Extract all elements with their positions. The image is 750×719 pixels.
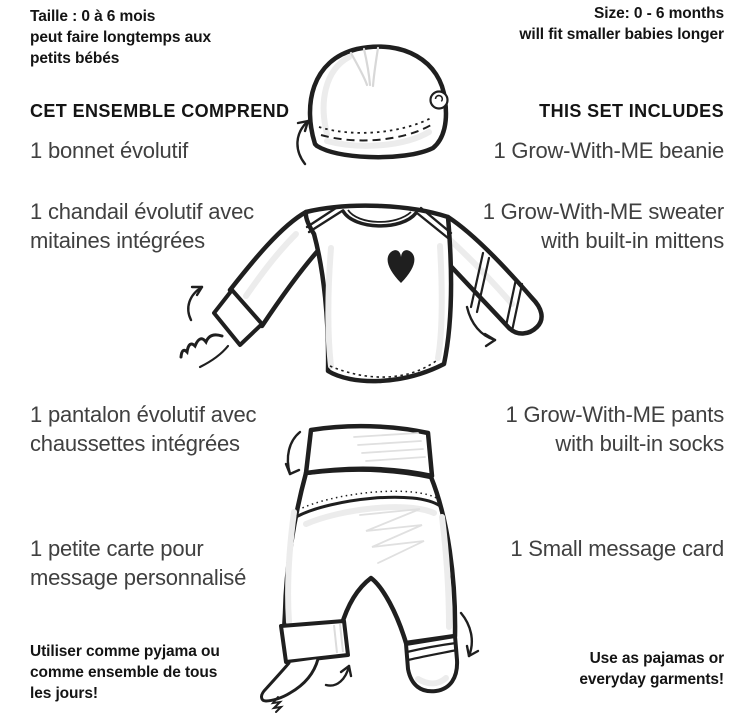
text-line: peut faire longtemps aux bbox=[30, 29, 212, 46]
item-card-en bbox=[510, 534, 724, 563]
text-line: message personnalisé bbox=[30, 565, 247, 590]
usage-note-en bbox=[579, 648, 724, 690]
text-line: Size: 0 - 6 months bbox=[594, 5, 724, 22]
pants-illustration bbox=[256, 417, 496, 717]
text-line: 1 bonnet évolutif bbox=[30, 138, 189, 163]
baby-foot-doodle bbox=[262, 659, 318, 712]
text-line: petits bébés bbox=[30, 50, 120, 67]
item-pants-en bbox=[506, 400, 725, 458]
text-line: with built-in mittens bbox=[541, 228, 724, 253]
beanie-illustration bbox=[281, 40, 467, 170]
text-line: 1 chandail évolutif avec bbox=[30, 199, 254, 224]
text-line: 1 petite carte pour bbox=[30, 536, 204, 561]
item-pants-fr bbox=[30, 400, 256, 458]
baby-hand-doodle bbox=[181, 335, 228, 367]
text-line: everyday garments! bbox=[579, 671, 724, 688]
fold-arrow-icon bbox=[461, 613, 478, 656]
size-note-en bbox=[519, 3, 724, 45]
sweater-illustration bbox=[176, 186, 576, 398]
text-line: chaussettes intégrées bbox=[30, 431, 240, 456]
beanie-tag-icon bbox=[431, 92, 448, 109]
text-line: 1 Grow-With-ME beanie bbox=[493, 138, 724, 163]
set-includes-heading-en: THIS SET INCLUDES bbox=[539, 101, 724, 121]
item-card-fr bbox=[30, 534, 246, 592]
text-line: 1 Small message card bbox=[510, 536, 724, 561]
text-line: with built-in socks bbox=[555, 431, 724, 456]
usage-note-fr bbox=[30, 641, 220, 704]
text-line: Use as pajamas or bbox=[589, 650, 724, 667]
fold-arrow-icon bbox=[188, 287, 202, 320]
fold-arrow-icon bbox=[326, 666, 351, 686]
text-line: les jours! bbox=[30, 685, 98, 702]
text-line: 1 Grow-With-ME sweater bbox=[482, 199, 724, 224]
text-line: comme ensemble de tous bbox=[30, 664, 218, 681]
text-line: 1 Grow-With-ME pants bbox=[505, 402, 724, 427]
fold-arrow-icon bbox=[467, 307, 495, 346]
item-beanie-fr bbox=[30, 136, 188, 165]
text-line: mitaines intégrées bbox=[30, 228, 205, 253]
text-line: Utiliser comme pyjama ou bbox=[30, 643, 220, 660]
set-includes-heading-fr: CET ENSEMBLE COMPREND bbox=[30, 101, 290, 121]
item-beanie-en bbox=[493, 136, 724, 165]
size-note-fr bbox=[30, 6, 211, 69]
fold-arrow-icon bbox=[297, 121, 308, 164]
text-line: Taille : 0 à 6 mois bbox=[30, 8, 156, 25]
fold-arrow-icon bbox=[286, 432, 300, 474]
text-line: 1 pantalon évolutif avec bbox=[30, 402, 257, 427]
text-line: will fit smaller babies longer bbox=[519, 26, 724, 43]
